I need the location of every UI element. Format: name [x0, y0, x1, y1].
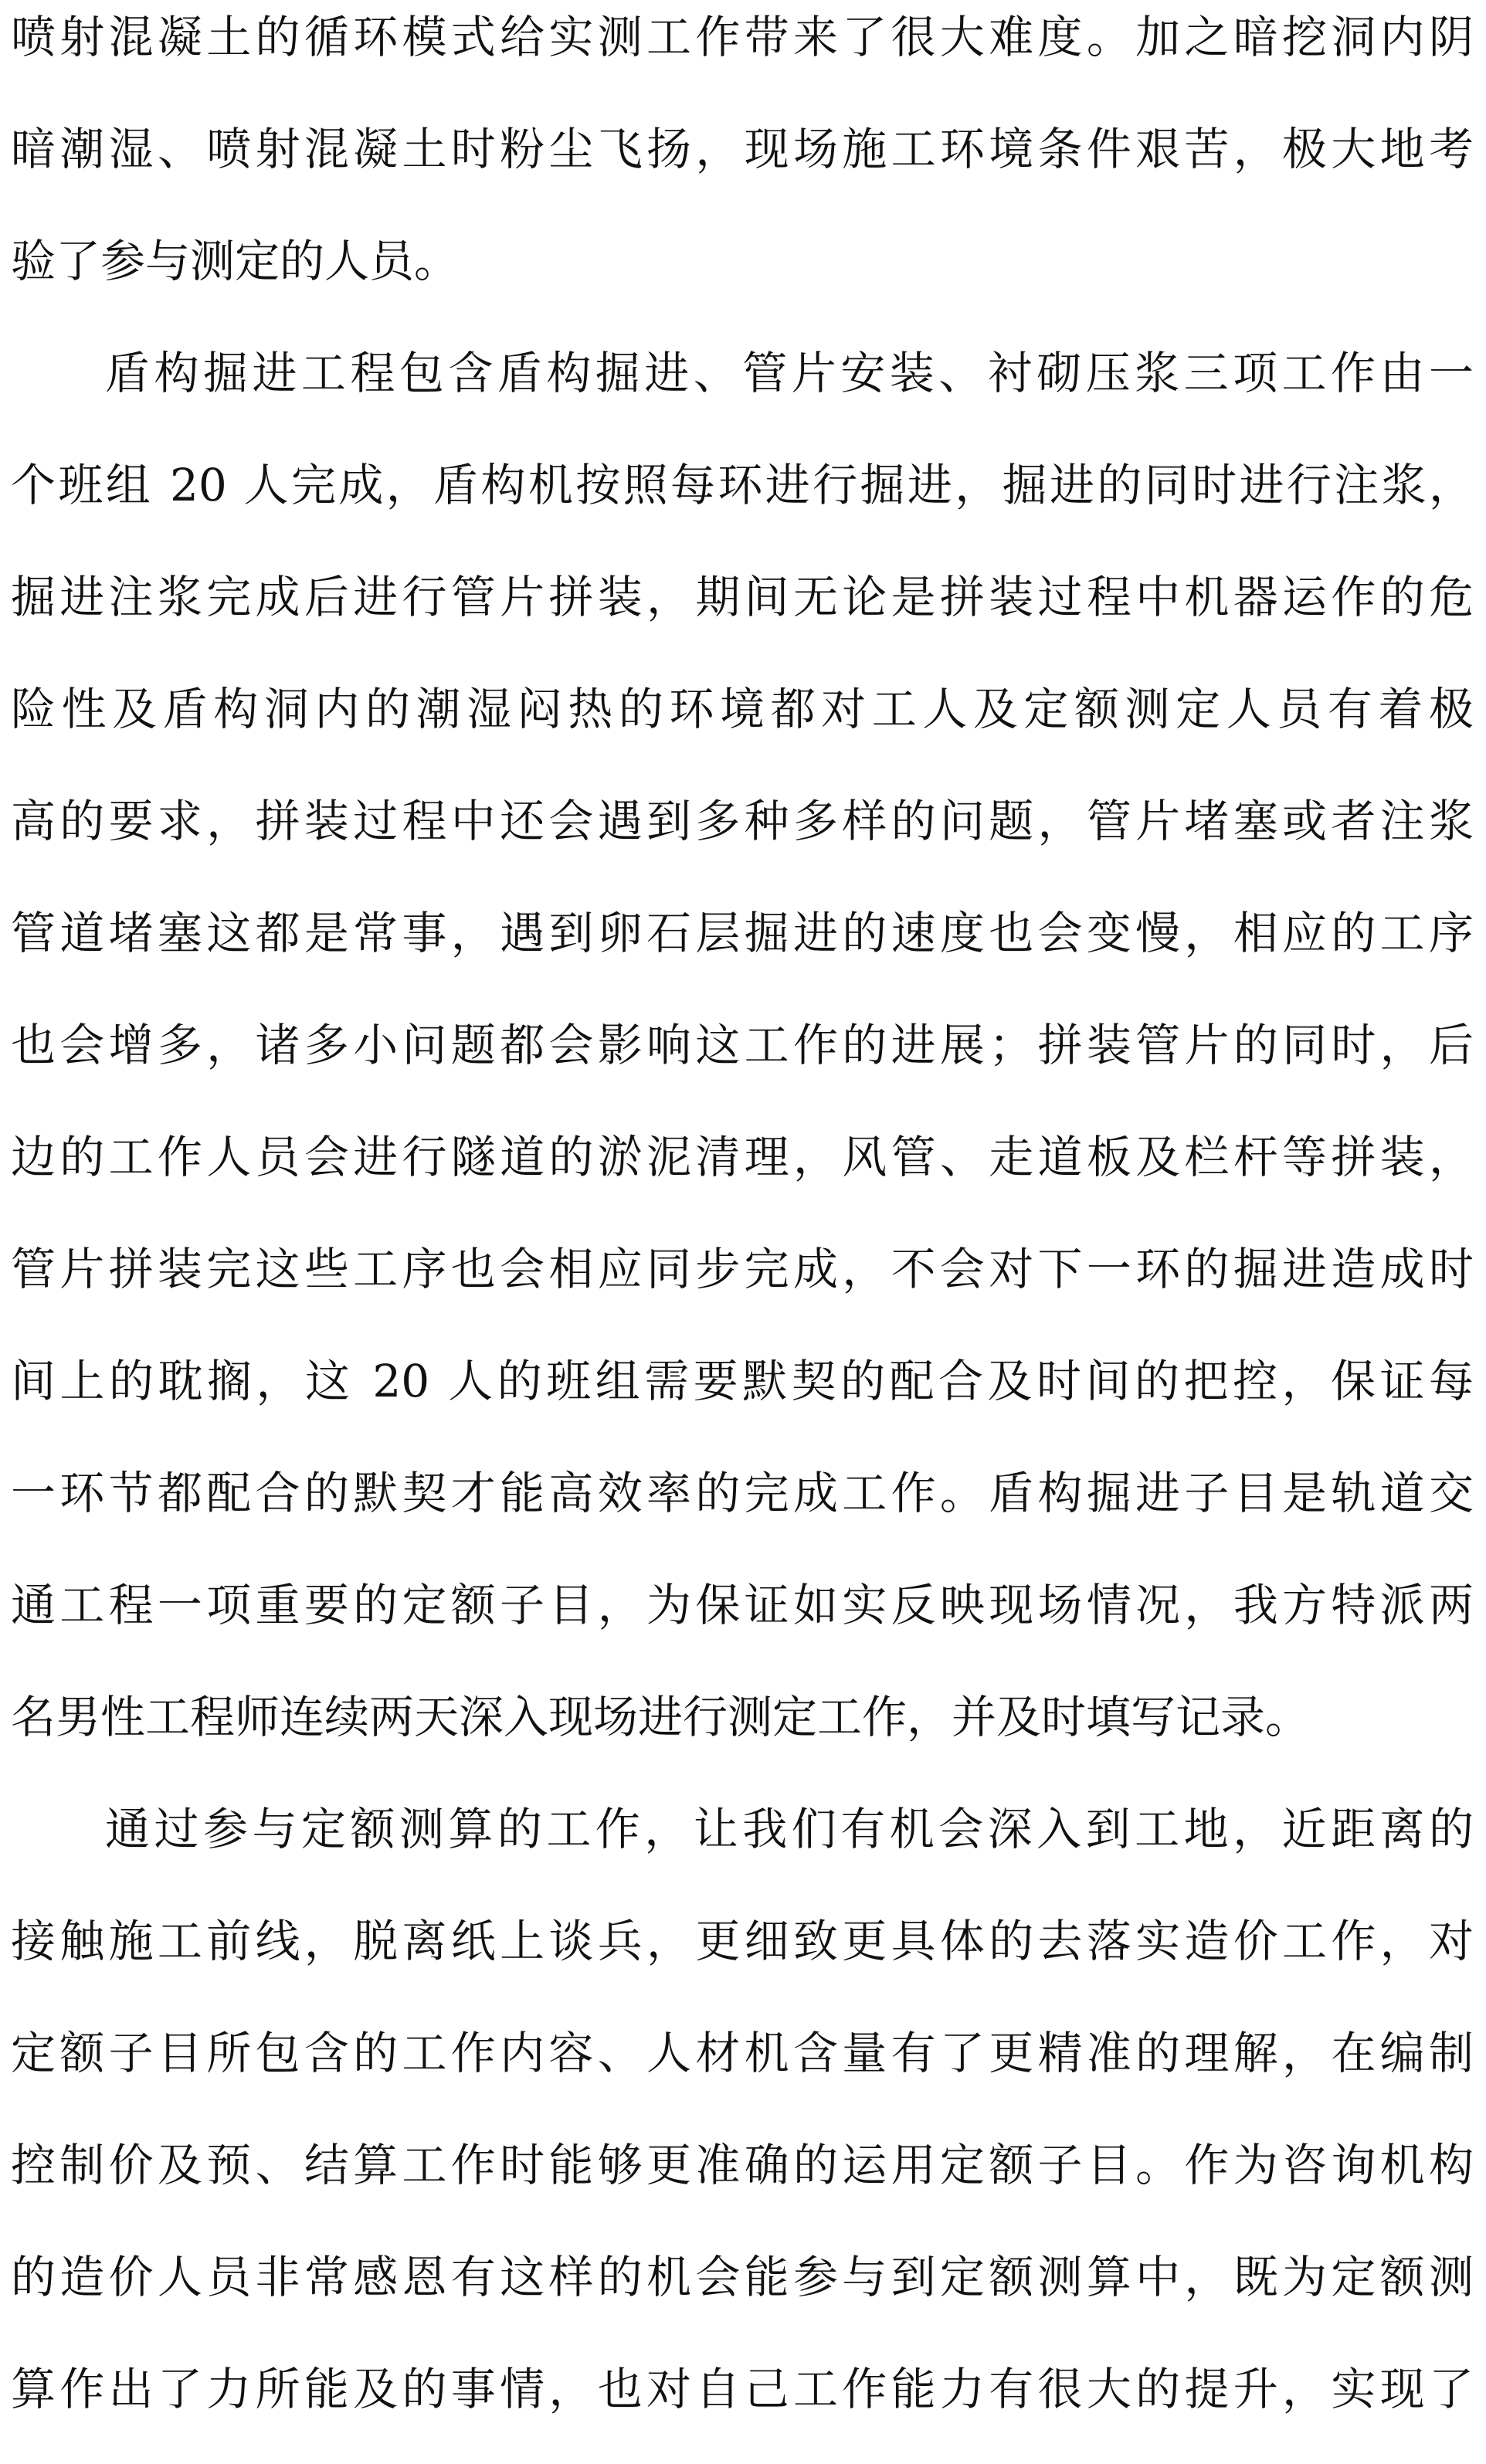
text-line: 管道堵塞这都是常事，遇到卵石层掘进的速度也会变慢，相应的工序 — [11, 907, 1474, 959]
text-line: 的造价人员非常感恩有这样的机会能参与到定额测算中，既为定额测 — [11, 2251, 1474, 2303]
text-line: 也会增多，诸多小问题都会影响这工作的进展；拼装管片的同时，后 — [11, 1019, 1474, 1071]
text-line: 盾构掘进工程包含盾构掘进、管片安装、衬砌压浆三项工作由一 — [105, 347, 1474, 399]
text-line: 接触施工前线，脱离纸上谈兵，更细致更具体的去落实造价工作，对 — [11, 1915, 1474, 1967]
text-line: 定额子目所包含的工作内容、人材机含量有了更精准的理解，在编制 — [11, 2027, 1474, 2079]
text-line: 喷射混凝土的循环模式给实测工作带来了很大难度。加之暗挖洞内阴 — [11, 11, 1474, 63]
body-text — [11, 0, 1474, 2464]
text-line: 名男性工程师连续两天深入现场进行测定工作，并及时填写记录。 — [11, 1691, 1311, 1743]
text-line: 掘进注浆完成后进行管片拼装，期间无论是拼装过程中机器运作的危 — [11, 571, 1474, 623]
text-line: 通工程一项重要的定额子目，为保证如实反映现场情况，我方特派两 — [11, 1579, 1474, 1631]
text-line: 险性及盾构洞内的潮湿闷热的环境都对工人及定额测定人员有着极 — [11, 683, 1474, 735]
text-line: 通过参与定额测算的工作，让我们有机会深入到工地，近距离的 — [105, 1803, 1474, 1855]
text-line: 高的要求，拼装过程中还会遇到多种多样的问题，管片堵塞或者注浆 — [11, 795, 1474, 847]
text-line: 验了参与测定的人员。 — [11, 235, 460, 287]
text-line: 间上的耽搁，这 20 人的班组需要默契的配合及时间的把控，保证每 — [11, 1355, 1474, 1407]
text-line: 个班组 20 人完成，盾构机按照每环进行掘进，掘进的同时进行注浆， — [11, 459, 1474, 511]
text-line: 管片拼装完这些工序也会相应同步完成，不会对下一环的掘进造成时 — [11, 1243, 1474, 1295]
text-line: 边的工作人员会进行隧道的淤泥清理，风管、走道板及栏杆等拼装， — [11, 1131, 1474, 1183]
text-line: 一环节都配合的默契才能高效率的完成工作。盾构掘进子目是轨道交 — [11, 1467, 1474, 1519]
text-line: 算作出了力所能及的事情，也对自己工作能力有很大的提升，实现了 — [11, 2363, 1474, 2415]
text-line: 控制价及预、结算工作时能够更准确的运用定额子目。作为咨询机构 — [11, 2139, 1474, 2191]
text-line: 暗潮湿、喷射混凝土时粉尘飞扬，现场施工环境条件艰苦，极大地考 — [11, 123, 1474, 175]
